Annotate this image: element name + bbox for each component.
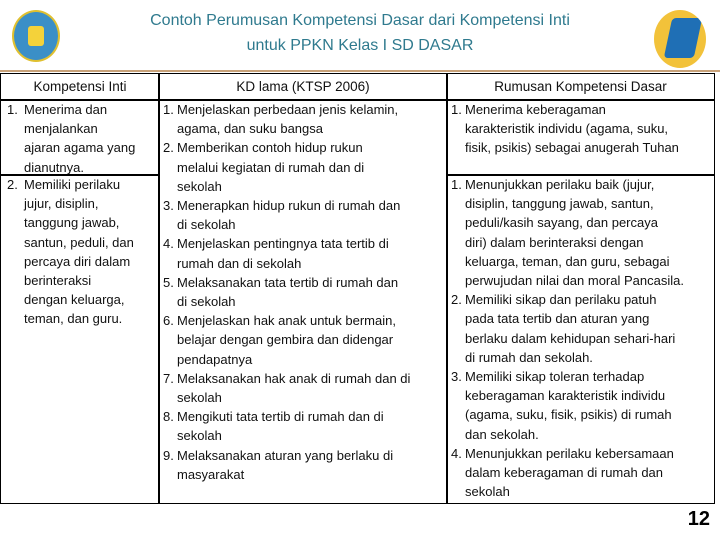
column-header-rumusan: Rumusan Kompetensi Dasar <box>446 73 715 101</box>
item-text <box>465 367 712 444</box>
item-text <box>177 311 445 369</box>
list-item <box>163 273 445 311</box>
item-number: 1. <box>451 102 462 117</box>
item-text-line: dianutnya. <box>24 159 84 175</box>
item-text-line: ajaran agama yang <box>24 140 136 156</box>
item-text-line: dalam keberagaman di rumah dan <box>465 465 664 481</box>
item-text-line: berinteraksi <box>24 273 92 289</box>
item-number: 2. <box>451 292 462 308</box>
cell-ki-2 <box>0 174 160 504</box>
item-text-line: agama, dan suku bangsa <box>177 121 323 137</box>
item-text-line: sekolah <box>177 390 222 406</box>
item-text-line: sekolah <box>177 428 222 444</box>
kemdikbud-logo <box>12 10 60 62</box>
slide-title <box>90 8 630 58</box>
item-text-line: Menjelaskan perbedaan jenis kelamin, <box>177 102 399 117</box>
cell-rumusan-1 <box>446 99 715 176</box>
item-text <box>177 446 445 484</box>
item-number: 6. <box>163 313 174 329</box>
item-text-line: percaya diri dalam <box>24 253 131 269</box>
list-item <box>163 138 445 196</box>
list-item <box>451 367 712 444</box>
item-text <box>177 100 445 138</box>
item-text-line: peduli/kasih sayang, dan percaya <box>465 215 658 231</box>
item-text-line: (agama, suku, fisik, psikis) di rumah <box>465 407 672 423</box>
list-item <box>451 100 712 158</box>
item-text-line: Memiliki sikap toleran terhadap <box>465 369 645 385</box>
item-text <box>177 196 445 234</box>
column-header-kd-lama: KD lama (KTSP 2006) <box>158 73 448 101</box>
list-item <box>451 290 712 367</box>
item-text-line: Menerima dan <box>24 102 108 117</box>
item-text-line: Memiliki perilaku <box>24 177 121 192</box>
list-item <box>7 100 157 177</box>
item-number: 7. <box>163 370 174 386</box>
kurikulum-logo <box>654 10 706 68</box>
item-text-line: menjalankan <box>24 121 98 137</box>
item-number: 4. <box>451 445 462 461</box>
item-text <box>465 100 712 158</box>
item-text-line: teman, dan guru. <box>24 311 123 327</box>
item-text-line: perwujudan nilai dan moral Pancasila. <box>465 273 684 289</box>
list-item <box>163 446 445 484</box>
item-text-line: masyarakat <box>177 466 245 482</box>
list-item <box>163 311 445 369</box>
item-text-line: Menerima keberagaman <box>465 102 606 117</box>
item-text-line: rumah dan di sekolah <box>177 255 302 271</box>
item-text-line: dengan keluarga, <box>24 292 125 308</box>
item-text-line: karakteristik individu (agama, suku, <box>465 121 669 137</box>
item-text-line: berlaku dalam kehidupan sehari-hari <box>465 330 676 346</box>
item-text <box>177 234 445 272</box>
item-text <box>465 290 712 367</box>
item-text-line: belajar dengan gembira dan didengar <box>177 332 394 348</box>
item-text-line: jujur, disiplin, <box>24 196 99 212</box>
item-text-line: melalui kegiatan di rumah dan di <box>177 159 365 175</box>
list-item <box>163 196 445 234</box>
cell-kd-lama <box>158 99 448 504</box>
item-number: 2. <box>163 140 174 156</box>
list-item <box>451 444 712 502</box>
item-text <box>465 444 712 502</box>
item-text-line: di sekolah <box>177 294 236 310</box>
item-text-line: Memiliki sikap dan perilaku patuh <box>465 292 657 308</box>
item-text-line: Menunjukkan perilaku kebersamaan <box>465 445 674 461</box>
item-text-line: Melaksanakan aturan yang berlaku di <box>177 447 394 463</box>
item-text-line: keberagaman karakteristik individu <box>465 388 666 404</box>
list-item <box>7 175 157 329</box>
list-item <box>451 175 712 290</box>
cell-rumusan-2 <box>446 174 715 504</box>
item-text-line: diri) dalam berinteraksi dengan <box>465 234 644 250</box>
item-text-line: fisik, psikis) sebagai anugerah Tuhan <box>465 140 679 156</box>
item-number: 3. <box>163 198 174 214</box>
item-text-line: sekolah <box>177 178 222 194</box>
title-line-1: Contoh Perumusan Kompetensi Dasar dari Kompetensi Inti <box>150 12 570 29</box>
page-number: 12 <box>687 508 710 530</box>
list-item <box>163 407 445 445</box>
item-text-line: santun, peduli, dan <box>24 234 134 250</box>
item-text-line: Mengikuti tata tertib di rumah dan di <box>177 409 384 425</box>
item-number: 1. <box>163 102 174 117</box>
item-text-line: tanggung jawab, <box>24 215 120 231</box>
item-number: 8. <box>163 409 174 425</box>
item-text <box>177 369 445 407</box>
list-item <box>163 100 445 138</box>
cell-ki-1 <box>0 99 160 176</box>
item-text-line: Melaksanakan tata tertib di rumah dan <box>177 274 399 290</box>
list-item <box>163 234 445 272</box>
item-text-line: Memberikan contoh hidup rukun <box>177 140 363 156</box>
item-number: 4. <box>163 236 174 252</box>
item-number: 9. <box>163 447 174 463</box>
item-number: 1. <box>7 102 18 117</box>
column-header-ki: Kompetensi Inti <box>0 73 160 101</box>
item-text-line: pendapatnya <box>177 351 253 367</box>
title-line-2: untuk PPKN Kelas I SD DASAR <box>246 37 474 54</box>
item-text <box>24 175 157 329</box>
item-text <box>24 100 157 177</box>
item-text <box>177 138 445 196</box>
list-item <box>163 369 445 407</box>
item-number: 2. <box>7 177 18 192</box>
item-text-line: Menerapkan hidup rukun di rumah dan <box>177 198 401 214</box>
item-text-line: Menunjukkan perilaku baik (jujur, <box>465 177 655 192</box>
item-text <box>177 407 445 445</box>
item-text-line: Menjelaskan hak anak untuk bermain, <box>177 313 396 329</box>
item-text-line: pada tata tertib dan aturan yang <box>465 311 650 327</box>
item-text-line: dan sekolah. <box>465 426 539 442</box>
item-number: 5. <box>163 274 174 290</box>
item-text-line: di rumah dan sekolah. <box>465 349 593 365</box>
item-text-line: disiplin, tanggung jawab, santun, <box>465 196 654 212</box>
item-text-line: di sekolah <box>177 217 236 233</box>
item-text-line: Menjelaskan pentingnya tata tertib di <box>177 236 389 252</box>
item-number: 3. <box>451 369 462 385</box>
item-text <box>465 175 712 290</box>
item-text-line: keluarga, teman, dan guru, sebagai <box>465 253 670 269</box>
header-divider <box>0 70 720 72</box>
item-text-line: Melaksanakan hak anak di rumah dan di <box>177 370 411 386</box>
item-number: 1. <box>451 177 462 192</box>
item-text-line: sekolah <box>465 484 510 500</box>
item-text <box>177 273 445 311</box>
